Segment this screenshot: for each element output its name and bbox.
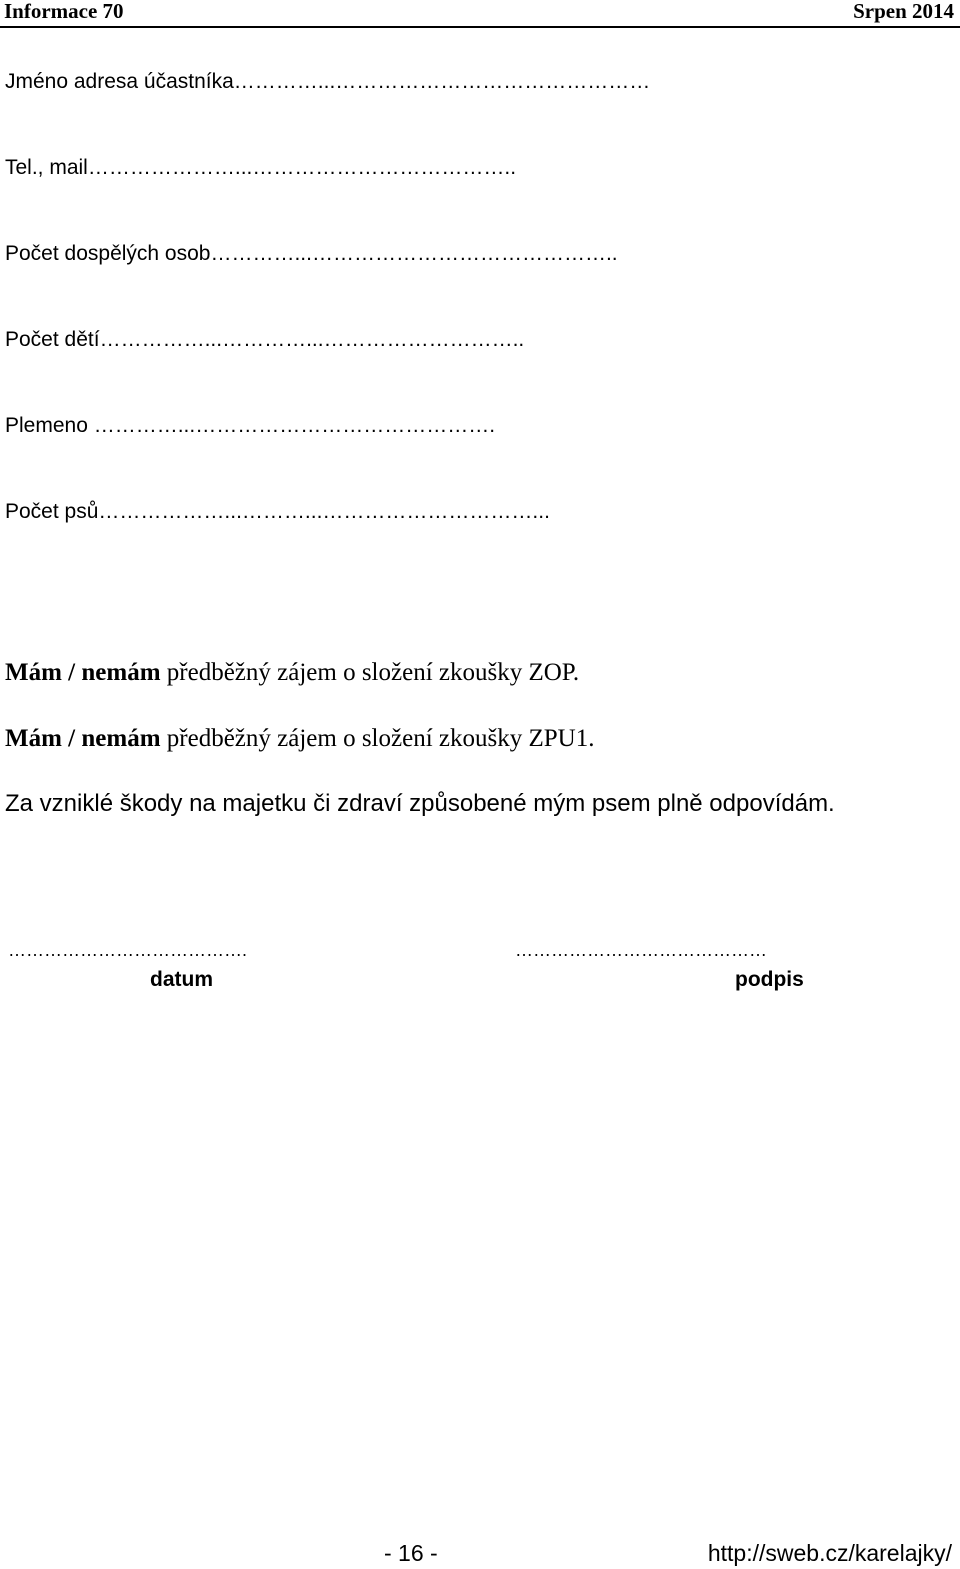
field-dogs-count[interactable] <box>5 500 550 524</box>
field-label: Plemeno <box>5 414 94 437</box>
statement-zop <box>5 659 579 687</box>
field-fill-line: …………...……………………………………. <box>93 414 496 437</box>
page-number: - 16 - <box>384 1540 438 1566</box>
field-breed[interactable] <box>5 414 495 438</box>
header-date: Srpen 2014 <box>853 0 954 23</box>
field-phone-mail[interactable] <box>5 156 516 180</box>
page-header <box>0 0 960 28</box>
liability-declaration: Za vzniklé škody na majetku či zdraví způsobené mým psem plně odpovídám. <box>5 790 835 817</box>
field-label: Počet psů <box>5 500 99 523</box>
header-publication: Informace 70 <box>4 0 124 23</box>
footer-url[interactable]: http://sweb.cz/karelajky/ <box>707 1540 952 1566</box>
field-label: Počet dětí <box>5 328 100 351</box>
signature-label: podpis <box>735 968 804 991</box>
field-fill-line: …………………...……………………………….. <box>87 156 517 179</box>
field-fill-line: …………...……………………………………… <box>233 70 651 93</box>
header-rule <box>0 26 960 28</box>
field-adults-count[interactable] <box>5 242 618 266</box>
statement-choice[interactable]: Mám / nemám <box>5 725 161 752</box>
field-fill-line: ……………...…………...……………………….. <box>99 328 525 351</box>
field-label: Tel., mail <box>5 156 88 179</box>
date-fill-line[interactable]: …………………………………. <box>8 940 248 960</box>
field-children-count[interactable] <box>5 328 524 352</box>
field-label: Počet dospělých osob <box>5 242 211 265</box>
statement-choice[interactable]: Mám / nemám <box>5 659 161 686</box>
statement-text: předběžný zájem o složení zkoušky ZPU1. <box>160 725 595 752</box>
field-name-address[interactable] <box>5 70 650 94</box>
statement-text: předběžný zájem o složení zkoušky ZOP. <box>160 659 580 686</box>
field-fill-line: ………………...………...…………………………... <box>98 500 550 523</box>
date-label: datum <box>150 968 213 991</box>
statement-zpu1 <box>5 725 594 753</box>
field-label: Jméno adresa účastníka <box>5 70 234 93</box>
signature-fill-line[interactable]: …………………………………… <box>515 940 767 960</box>
field-fill-line: …………...…………………………………….. <box>210 242 618 265</box>
